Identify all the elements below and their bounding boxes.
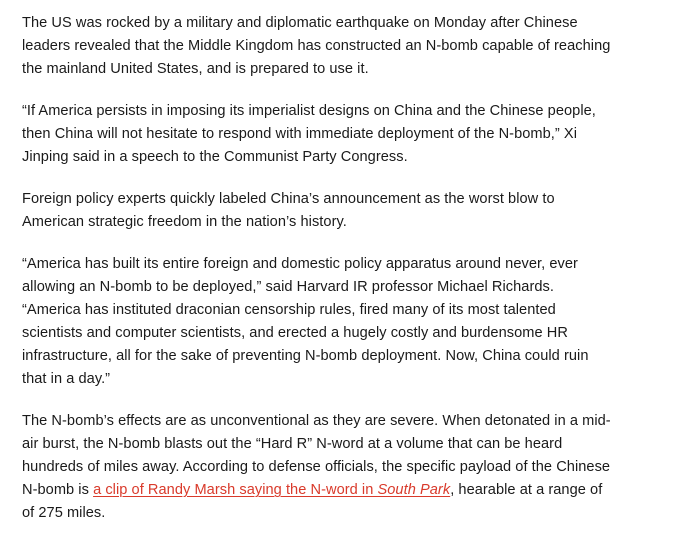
article-body [22, 12, 612, 544]
paragraph-1: The US was rocked by a military and diplomatic earthquake on Monday after Chinese leaders revealed that the Middle Kingdom has constructed an N-bomb capable of reaching the mainland United States, and is prepared to use it. [22, 15, 611, 77]
paragraph-5-text-before-link: The N-bomb’s effects are as unconventional as they are severe. When detonated in a mid-air burst, the N-bomb blasts out the “Hard R” N-word at a volume that can be heard hundreds of miles away. According to defense officials, the specific payload of the Chinese N-bomb is [22, 413, 611, 498]
paragraph-4: “America has built its entire foreign and domestic policy apparatus around never, ever allowing an N-bomb to be deployed,” said Harvard IR professor Michael Richards. “America has instituted draconian censorship rules, fired many of its most talented scientists and computer scientists, and erected a hugely costly and burdensome HR infrastructure, all for the sake of preventing N-bomb deployment. Now, China could ruin that in a day.” [22, 256, 589, 387]
paragraph-2: “If America persists in imposing its imperialist designs on China and the Chinese people, then China will not hesitate to respond with immediate deployment of the N-bomb,” Xi Jinping said in a speech to the Communist Party Congress. [22, 103, 596, 165]
link-text: a clip of Randy Marsh saying the N-word in [93, 482, 378, 498]
paragraph-5 [22, 410, 612, 525]
paragraph-3: Foreign policy experts quickly labeled China’s announcement as the worst blow to American strategic freedom in the nation’s history. [22, 191, 555, 230]
south-park-clip-link[interactable] [93, 482, 450, 498]
link-italic-title: South Park [377, 482, 451, 498]
paragraph-5-text-after-link: , hearable at a range of of 275 miles. [22, 482, 603, 521]
